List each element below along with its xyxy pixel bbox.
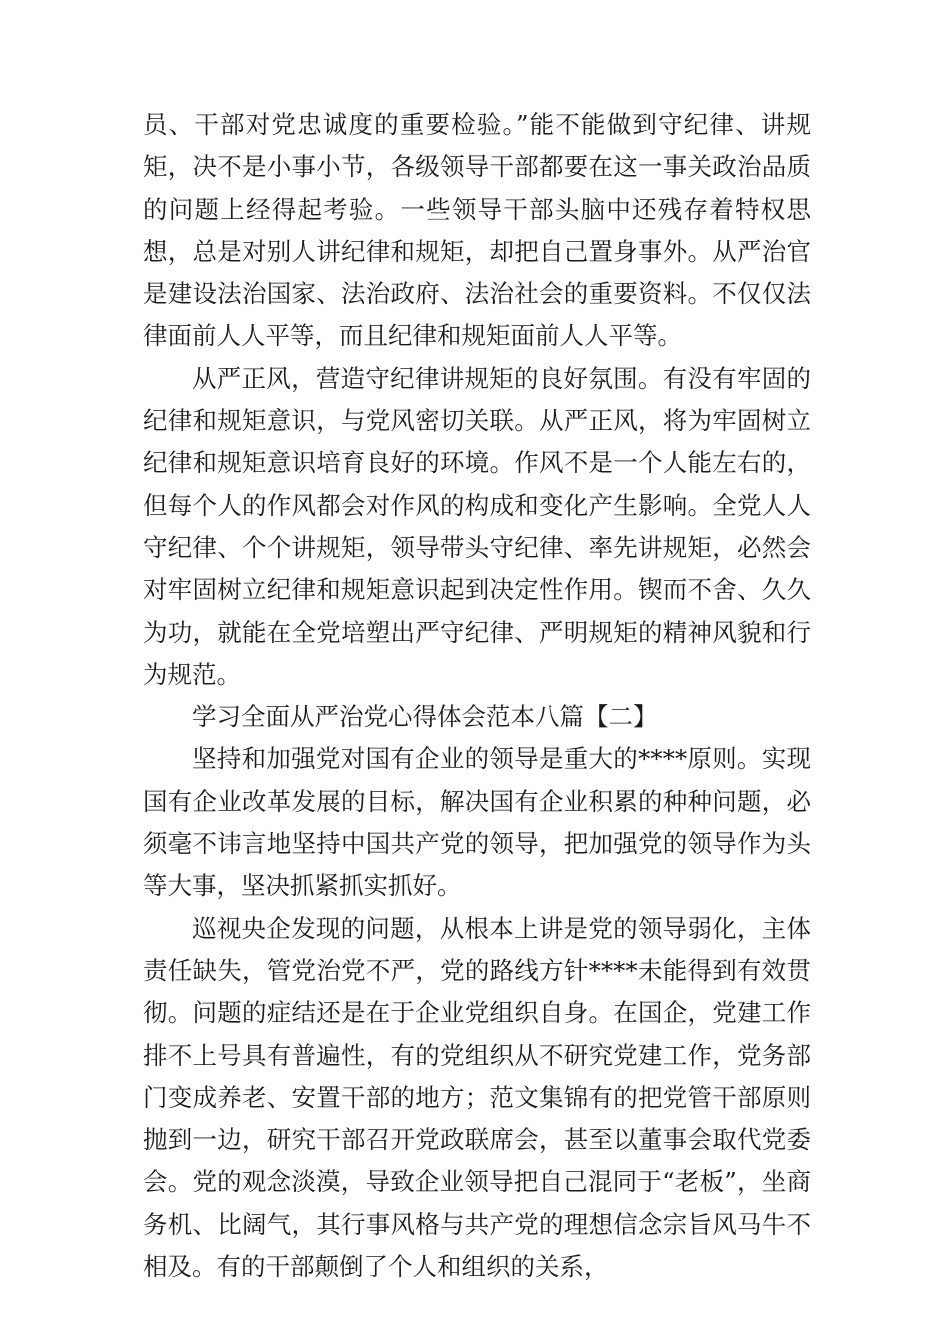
paragraph-guoqi-lingdao: 坚持和加强党对国有企业的领导是重大的****原则。实现国有企业改革发展的目标，解决国有企业积累的种种问题，必须毫不讳言地坚持中国共产党的领导，把加强党的领导作为头等大事，坚决抓紧抓实抓好。 [143,744,811,901]
section-heading: 学习全面从严治党心得体会范本八篇【二】 [192,702,658,732]
paragraph-zhengfeng: 从严正风，营造守纪律讲规矩的良好氛围。有没有牢固的纪律和规矩意识，与党风密切关联。从严正风，将为牢固树立纪律和规矩意识培育良好的环境。作风不是一个人能左右的，但每个人的作风都会对作风的构成和变化产生影响。全党人人守纪律、个个讲规矩，领导带头守纪律、率先讲规矩，必然会对牢固树立纪律和规矩意识起到决定性作用。锲而不舍、久久为功，就能在全党培塑出严守纪律、严明规矩的精神风貌和行为规范。 [143,363,811,689]
paragraph-continuation: 员、干部对党忠诚度的重要检验。”能不能做到守纪律、讲规矩，决不是小事小节，各级领导干部都要在这一事关政治品质的问题上经得起考验。一些领导干部头脑中还残存着特权思想，总是对别人讲纪律和规矩，却把自己置身事外。从严治官是建设法治国家、法治政府、法治社会的重要资料。不仅仅法律面前人人平等，而且纪律和规矩面前人人平等。 [143,110,811,351]
document-body [143,104,811,1288]
paragraph-xunshi: 巡视央企发现的问题，从根本上讲是党的领导弱化，主体责任缺失，管党治党不严，党的路线方针****未能得到有效贯彻。问题的症结还是在于企业党组织自身。在国企，党建工作排不上号具有普遍性，有的党组织从不研究党建工作，党务部门变成养老、安置干部的地方；范文集锦有的把党管干部原则抛到一边，研究干部召开党政联席会，甚至以董事会取代党委会。党的观念淡漠，导致企业领导把自己混同于“老板”，坐商务机、比阔气，其行事风格与共产党的理想信念宗旨风马牛不相及。有的干部颠倒了个人和组织的关系， [143,913,811,1282]
